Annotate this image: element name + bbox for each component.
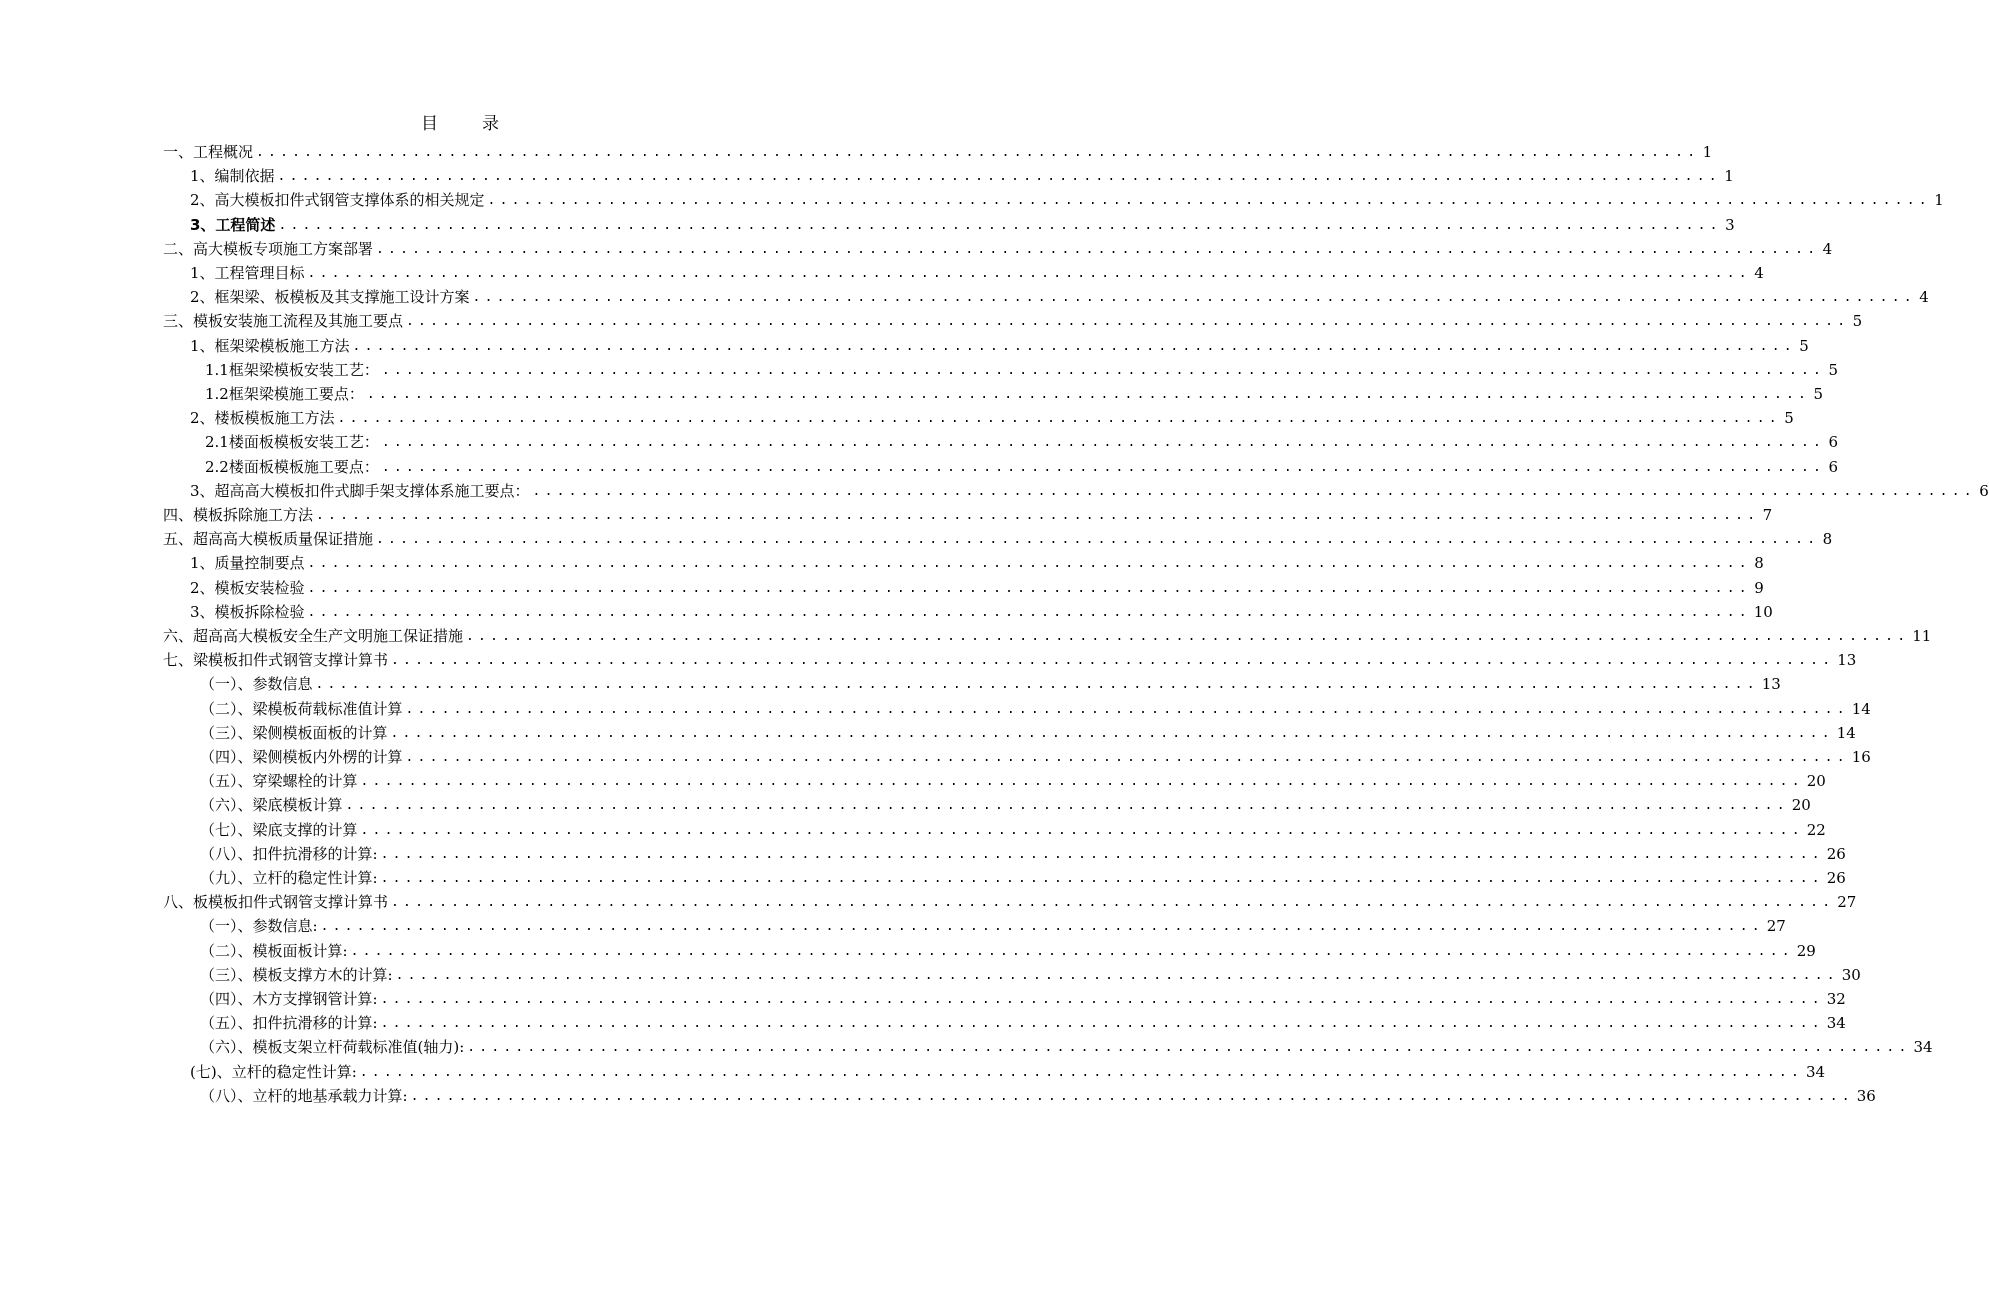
- toc-entry-label: 1.1框架梁模板安装工艺：: [205, 360, 379, 379]
- toc-entry[interactable]: [163, 525, 1833, 549]
- toc-entry-page-number: 9: [1754, 578, 1764, 597]
- toc-entry[interactable]: [200, 1033, 1933, 1057]
- toc-entry[interactable]: [190, 1058, 1826, 1082]
- toc-entry-label: （六）、模板支架立杆荷载标准值(轴力):: [200, 1038, 465, 1057]
- toc-entry[interactable]: [163, 646, 1857, 670]
- toc-entry-page-number: 5: [1799, 336, 1809, 355]
- dot-leader: ........................................................................................................................: [320, 919, 1764, 935]
- dot-leader: ........................................................................................................................: [376, 532, 1820, 548]
- toc-entry-label: 三、模板安装施工流程及其施工要点: [163, 312, 404, 331]
- toc-entry-page-number: 13: [1837, 651, 1857, 670]
- toc-entry-label: （二）、模板面板计算:: [200, 941, 348, 960]
- toc-entry[interactable]: [200, 791, 1811, 815]
- toc-entry-label: 1、框架梁模板施工方法: [190, 336, 350, 355]
- dot-leader: ........................................................................................................................: [395, 967, 1839, 983]
- toc-entry-page-number: 5: [1813, 385, 1824, 403]
- toc-entry[interactable]: [200, 767, 1826, 791]
- toc-entry-page-number: 1: [1934, 191, 1944, 210]
- toc-entry[interactable]: [200, 864, 1846, 888]
- toc-entry[interactable]: [163, 622, 1932, 646]
- dot-leader: ........................................................................................................................: [360, 822, 1804, 838]
- dot-leader: ........................................................................................................................: [406, 314, 1850, 330]
- toc-entry[interactable]: [190, 211, 1735, 235]
- toc-entry-page-number: 4: [1754, 264, 1764, 282]
- toc-entry[interactable]: [200, 912, 1786, 936]
- toc-entry[interactable]: [163, 235, 1833, 259]
- toc-entry[interactable]: [190, 477, 1989, 501]
- dot-leader: ........................................................................................................................: [391, 653, 1835, 669]
- toc-entry-label: 2.1楼面板模板安装工艺：: [205, 433, 379, 452]
- dot-leader: ........................................................................................................................: [376, 241, 1820, 257]
- toc-entry-page-number: 14: [1851, 699, 1871, 718]
- toc-entry-label: 2.2楼面板模板施工要点：: [205, 457, 379, 476]
- toc-entry-label: （七）、梁底支撑的计算: [200, 820, 358, 839]
- toc-entry-page-number: 14: [1836, 723, 1856, 742]
- toc-entry-label: （四）、梁侧模板内外楞的计算: [200, 748, 403, 766]
- toc-entry-page-number: 20: [1806, 772, 1826, 791]
- toc-entry-page-number: 34: [1913, 1038, 1933, 1057]
- toc-entry-label: 七、梁模板扣件式钢管支撑计算书: [163, 651, 389, 670]
- toc-entry-page-number: 13: [1761, 675, 1781, 694]
- dot-leader: ........................................................................................................................: [532, 483, 1976, 499]
- dot-leader: ........................................................................................................................: [380, 992, 1824, 1007]
- toc-entry-page-number: 1: [1702, 143, 1713, 161]
- toc-entry-page-number: 3: [1725, 215, 1735, 234]
- toc-entry-label: 一、工程概况: [163, 143, 254, 161]
- toc-entry-page-number: 4: [1919, 288, 1929, 307]
- toc-entry-page-number: 5: [1784, 409, 1794, 428]
- toc-entry-label: （八）、立杆的地基承载力计算:: [200, 1086, 408, 1105]
- toc-entry-label: （三）、模板支撑方木的计算:: [200, 965, 393, 984]
- toc-entry-label: 3、模板拆除检验: [190, 602, 305, 621]
- dot-leader: ........................................................................................................................: [410, 1088, 1854, 1104]
- toc-entry-page-number: 32: [1826, 990, 1846, 1008]
- toc-entry[interactable]: [190, 598, 1773, 622]
- dot-leader: ........................................................................................................................: [405, 701, 1849, 717]
- dot-leader: ........................................................................................................................: [277, 169, 1721, 185]
- toc-entry-label: 2、框架梁、板模板及其支撑施工设计方案: [190, 288, 470, 307]
- dot-leader: ........................................................................................................................: [366, 387, 1811, 402]
- toc-entry-page-number: 10: [1753, 602, 1773, 621]
- toc-entry-page-number: 1: [1724, 167, 1734, 186]
- dot-leader: ........................................................................................................................: [278, 217, 1722, 233]
- toc-entry[interactable]: [200, 961, 1861, 985]
- toc-entry-page-number: 36: [1856, 1086, 1876, 1105]
- dot-leader: ........................................................................................................................: [381, 435, 1826, 451]
- toc-entry-label: 1、编制依据: [190, 167, 275, 186]
- dot-leader: ........................................................................................................................: [467, 1040, 1911, 1056]
- toc-entry-page-number: 8: [1754, 554, 1764, 573]
- toc-entry-page-number: 6: [1828, 433, 1839, 452]
- toc-entry[interactable]: [200, 985, 1846, 1009]
- dot-leader: ........................................................................................................................: [316, 508, 1760, 523]
- toc-entry-page-number: 5: [1852, 312, 1863, 331]
- toc-entry[interactable]: [190, 549, 1764, 573]
- toc-entry-label: 2、模板安装检验: [190, 578, 305, 597]
- toc-heading-left: 目: [421, 114, 438, 134]
- dot-leader: ........................................................................................................................: [360, 774, 1804, 790]
- toc-entry[interactable]: [163, 307, 1863, 331]
- toc-entry[interactable]: [163, 888, 1857, 912]
- dot-leader: ........................................................................................................................: [381, 459, 1826, 475]
- dot-leader: ........................................................................................................................: [345, 798, 1789, 814]
- toc-entry-label: （三）、梁侧模板面板的计算: [200, 723, 388, 742]
- toc-entry-label: （一）、参数信息: [200, 675, 313, 694]
- toc-entry-label: 四、模板拆除施工方法: [163, 506, 314, 524]
- dot-leader: ........................................................................................................................: [380, 1016, 1824, 1032]
- toc-entry-label: （五）、扣件抗滑移的计算:: [200, 1014, 378, 1033]
- toc-entry-label: 2、高大模板扣件式钢管支撑体系的相关规定: [190, 191, 485, 210]
- dot-leader: ........................................................................................................................: [466, 629, 1910, 644]
- toc-entry-page-number: 30: [1841, 965, 1861, 984]
- toc-entry-label: （六）、梁底模板计算: [200, 796, 343, 815]
- toc-entry-page-number: 11: [1912, 627, 1932, 645]
- toc-entry-label: 1.2框架梁模施工要点：: [205, 385, 364, 403]
- dot-leader: ........................................................................................................................: [380, 846, 1824, 862]
- toc-entry[interactable]: [190, 332, 1809, 356]
- toc-entry[interactable]: [205, 453, 1839, 477]
- dot-leader: ........................................................................................................................: [307, 604, 1751, 620]
- toc-heading: [0, 112, 920, 136]
- toc-entry[interactable]: [190, 574, 1764, 598]
- toc-entry-label: 3、超高高大模板扣件式脚手架支撑体系施工要点：: [190, 481, 530, 500]
- toc-entry[interactable]: [190, 186, 1944, 210]
- toc-entry[interactable]: [190, 162, 1734, 186]
- toc-entry[interactable]: [205, 356, 1839, 380]
- toc-entry-page-number: 8: [1822, 530, 1833, 549]
- toc-entry-page-number: 6: [1828, 457, 1839, 476]
- toc-entry-label: 八、板模板扣件式钢管支撑计算书: [163, 893, 389, 912]
- toc-entry-page-number: 26: [1826, 869, 1846, 887]
- toc-entry-page-number: 4: [1822, 239, 1833, 258]
- dot-leader: ........................................................................................................................: [352, 338, 1796, 354]
- dot-leader: ........................................................................................................................: [472, 290, 1916, 306]
- toc-entry[interactable]: [200, 1009, 1846, 1033]
- toc-entry-page-number: 16: [1851, 748, 1871, 766]
- dot-leader: ........................................................................................................................: [391, 895, 1835, 911]
- toc-entry-page-number: 7: [1762, 506, 1773, 524]
- toc-entry-label: 五、超高高大模板质量保证措施: [163, 530, 374, 549]
- toc-entry-label: （二）、梁模板荷载标准值计算: [200, 699, 403, 718]
- toc-entry[interactable]: [163, 138, 1713, 162]
- toc-entry-label: 3、工程简述: [190, 215, 276, 234]
- toc-entry-page-number: 20: [1791, 796, 1811, 815]
- toc-entry[interactable]: [190, 283, 1929, 307]
- toc-entry[interactable]: [200, 670, 1781, 694]
- toc-entry-page-number: 26: [1826, 844, 1846, 863]
- dot-leader: ........................................................................................................................: [337, 411, 1781, 427]
- toc-entry[interactable]: [200, 1082, 1876, 1106]
- toc-heading-right: 录: [482, 114, 499, 134]
- toc-entry[interactable]: [205, 428, 1839, 452]
- toc-entry-label: （四）、木方支撑钢管计算:: [200, 990, 378, 1008]
- toc-entry-label: （九）、立杆的稳定性计算:: [200, 869, 378, 887]
- dot-leader: ........................................................................................................................: [405, 750, 1849, 765]
- dot-leader: ........................................................................................................................: [359, 1064, 1803, 1080]
- toc-entry-label: （八）、扣件抗滑移的计算:: [200, 844, 378, 863]
- toc-entry-page-number: 29: [1796, 941, 1816, 960]
- toc-entry[interactable]: [200, 719, 1856, 743]
- toc-entry-page-number: 6: [1979, 481, 1989, 500]
- dot-leader: ........................................................................................................................: [350, 943, 1794, 959]
- toc-entry[interactable]: [205, 380, 1824, 404]
- toc-entry-label: （一）、参数信息:: [200, 917, 318, 936]
- dot-leader: ........................................................................................................................: [487, 193, 1931, 209]
- toc-entry-page-number: 5: [1828, 360, 1839, 379]
- toc-entry-page-number: 27: [1837, 893, 1857, 912]
- dot-leader: ........................................................................................................................: [381, 362, 1826, 378]
- toc-entry-label: （五）、穿梁螺栓的计算: [200, 772, 358, 791]
- toc-entry-label: 六、超高高大模板安全生产文明施工保证措施: [163, 627, 464, 645]
- toc-entry-page-number: 22: [1806, 820, 1826, 839]
- toc-entry-label: 1、质量控制要点: [190, 554, 305, 573]
- toc-entry-page-number: 27: [1766, 917, 1786, 936]
- toc-entry[interactable]: [163, 501, 1773, 525]
- dot-leader: ........................................................................................................................: [307, 556, 1751, 572]
- dot-leader: ........................................................................................................................: [307, 266, 1751, 281]
- toc-entry[interactable]: [200, 840, 1846, 864]
- toc-entry-page-number: 34: [1805, 1062, 1826, 1081]
- dot-leader: ........................................................................................................................: [315, 677, 1759, 693]
- toc-entry-label: 1、工程管理目标: [190, 264, 305, 282]
- toc-entry[interactable]: [190, 259, 1764, 283]
- toc-entry[interactable]: [200, 743, 1871, 767]
- dot-leader: ........................................................................................................................: [380, 871, 1824, 886]
- dot-leader: ........................................................................................................................: [307, 580, 1751, 596]
- toc-entry-label: (七)、立杆的稳定性计算:: [190, 1062, 357, 1081]
- toc-entry-page-number: 34: [1826, 1014, 1846, 1033]
- toc-entry-label: 2、楼板模板施工方法: [190, 409, 335, 428]
- toc-entry[interactable]: [200, 816, 1826, 840]
- dot-leader: ........................................................................................................................: [256, 145, 1700, 160]
- toc-entry-label: 二、高大模板专项施工方案部署: [163, 239, 374, 258]
- toc-entry[interactable]: [200, 937, 1816, 961]
- toc-entry[interactable]: [200, 695, 1871, 719]
- toc-entry[interactable]: [190, 404, 1794, 428]
- dot-leader: ........................................................................................................................: [390, 725, 1834, 741]
